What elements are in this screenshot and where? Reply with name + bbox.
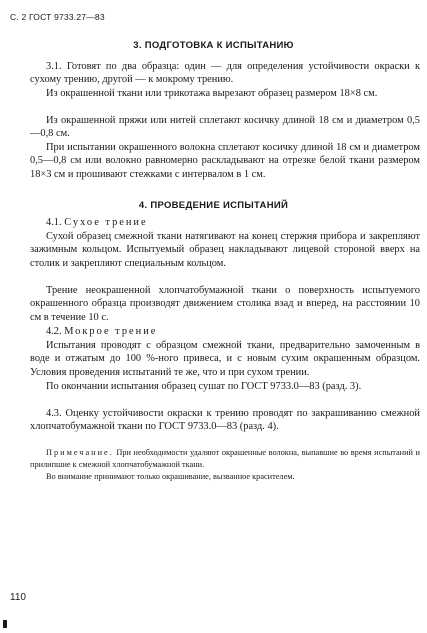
- subsection-4-2-title: [46, 325, 157, 338]
- subsection-4-2-number: 4.2.: [46, 326, 62, 337]
- paragraph-drying: По окончании испытания образец сушат по ГОСТ 9733.0—83 (разд. 3).: [46, 381, 362, 392]
- scan-edge-mark: [3, 620, 7, 628]
- section-4-heading: 4. ПРОВЕДЕНИЕ ИСПЫТАНИЙ: [138, 200, 289, 211]
- page-number: 110: [10, 592, 26, 603]
- paragraph-dry-rubbing: Трение неокрашенной хлопчатобумажной ткани о поверхность испытуемого окрашенного образца производят движением столика взад и вперед, на расстоянии 10 см в течение 10 с.: [30, 285, 420, 323]
- paragraph-wet-conditions: Испытания проводят с образцом смежной ткани, предварительно замоченным в воде и отжатым до 100 %-ного привеса, и с новым сухим окрашенным образцом. Условия проведения испытаний те же, что и при сухом трении.: [30, 340, 420, 378]
- note-label: Примечание.: [46, 448, 114, 457]
- paragraph-yarn-sample: Из окрашенной пряжи или нитей сплетают косичку длиной 18 см и диаметром 0,5—0,8 см.: [30, 115, 420, 140]
- running-header: С. 2 ГОСТ 9733.27—83: [10, 12, 105, 22]
- note-text: При необходимости удаляют окрашенные волокна, выпавшие во время испытаний и прилипшие к смежной хлопчатобумажной ткани.: [30, 448, 420, 469]
- paragraph-fabric-sample: Из окрашенной ткани или трикотажа вырезают образец размером 18×8 см.: [46, 88, 378, 99]
- note-paragraph-2: Во внимание принимают только окрашивание, вызванное красителем.: [46, 472, 295, 481]
- wet-rubbing-title: Мокрое трение: [64, 326, 158, 337]
- subsection-4-1-number: 4.1.: [46, 217, 62, 228]
- dry-rubbing-title: Сухое трение: [64, 217, 148, 228]
- section-3-heading: 3. ПОДГОТОВКА К ИСПЫТАНИЮ: [133, 40, 294, 51]
- note-paragraph: [30, 447, 420, 470]
- paragraph-fiber-sample: При испытании окрашенного волокна сплетают косичку длиной 18 см и диаметром 0,5—0,8 см или волокно равномерно раскладывают на отрезке белой ткани размером 18×3 см и прошивают стежками с интервалом в 1 см.: [30, 142, 420, 180]
- paragraph-3-1: 3.1. Готовят по два образца: один — для определения устойчивости окраски к сухому трению, другой — к мокрому трению.: [30, 61, 420, 86]
- subsection-4-1-title: [46, 216, 148, 229]
- paragraph-4-3: 4.3. Оценку устойчивости окраски к трению проводят по закрашиванию смежной хлопчатобумажной ткани по ГОСТ 9733.0—83 (разд. 4).: [30, 408, 420, 433]
- paragraph-dry-setup: Сухой образец смежной ткани натягивают на конец стержня прибора и закрепляют зажимным кольцом. Испытуемый образец накладывают лицевой стороной вверх на столик и закрепляют специальным кольцом.: [30, 231, 420, 269]
